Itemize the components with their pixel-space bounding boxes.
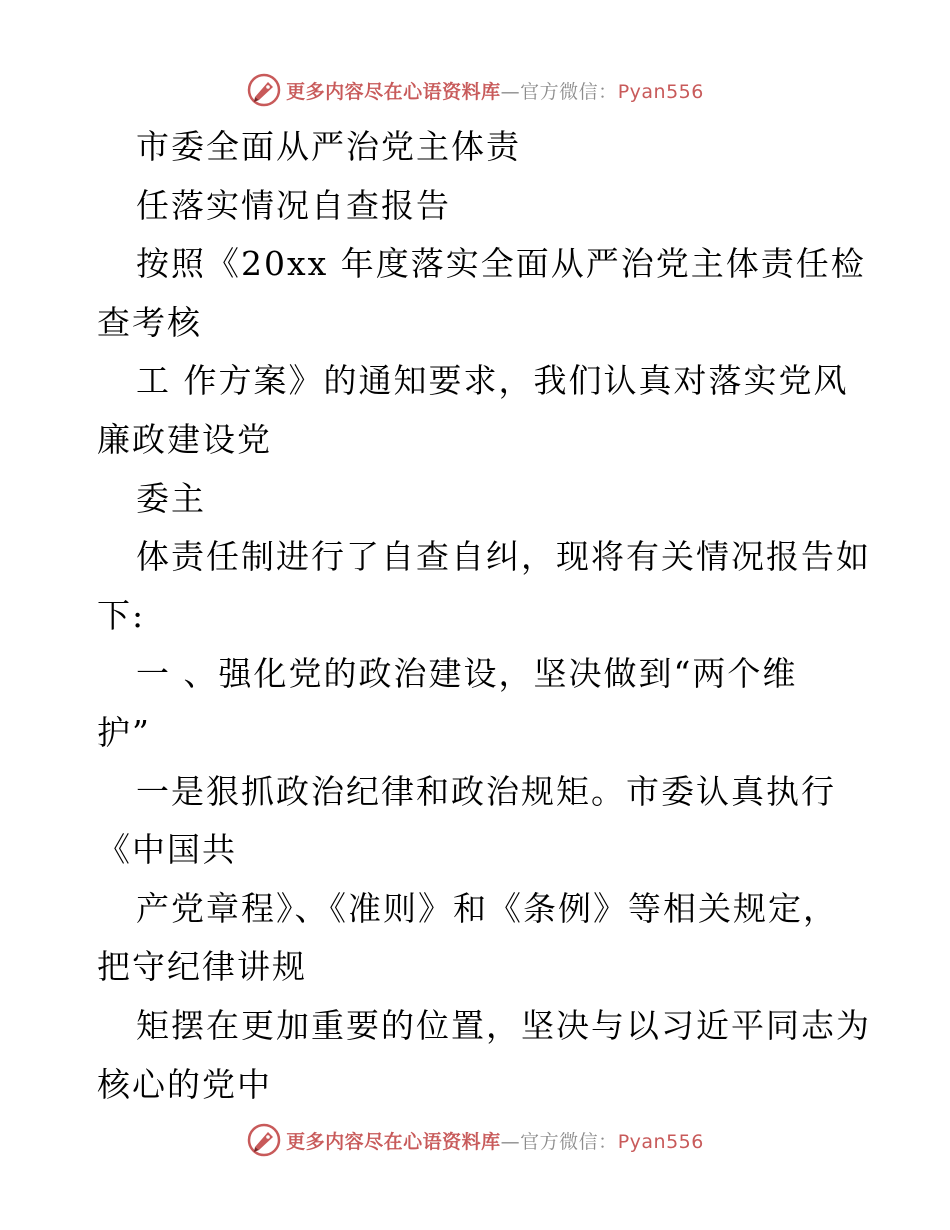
text-line: 委主 <box>136 478 206 518</box>
text-line: 矩摆在更加重要的位置，坚决与以习近平同志为 <box>136 1005 871 1045</box>
banner-main-text: 更多内容尽在心语资料库 <box>286 80 501 103</box>
banner-wechat-label: 官方微信： <box>520 80 618 103</box>
banner-text <box>286 77 704 104</box>
banner-wechat-label: 官方微信： <box>520 1130 618 1153</box>
banner-dash: — <box>500 80 521 103</box>
text-line: 下: <box>97 595 146 635</box>
text-line: 任落实情况自查报告 <box>136 185 451 225</box>
banner-main-text: 更多内容尽在心语资料库 <box>286 1130 501 1153</box>
banner-wechat-id: Pyan556 <box>617 80 704 103</box>
banner-text <box>286 1127 704 1154</box>
header-banner <box>0 68 950 112</box>
text-line: 廉政建设党 <box>97 419 272 459</box>
text-line: 一是狠抓政治纪律和政治规矩。市委认真执行 <box>136 771 836 811</box>
text-line: 工 作方案》的通知要求，我们认真对落实党风 <box>136 361 849 401</box>
pen-nib-logo-icon <box>246 1122 282 1158</box>
text-line: 护” <box>97 712 151 752</box>
banner-wechat-id: Pyan556 <box>617 1130 704 1153</box>
text-line: 《中国共 <box>97 830 237 870</box>
footer-banner <box>0 1118 950 1162</box>
text-line: 按照《20xx 年度落实全面从严治党主体责任检 <box>136 244 866 284</box>
text-line: 查考核 <box>97 302 202 342</box>
document-body <box>97 118 871 1114</box>
text-line: 一 、强化党的政治建设，坚决做到“两个维 <box>136 654 798 694</box>
text-line: 体责任制进行了自查自纠，现将有关情况报告如 <box>136 537 871 577</box>
banner-dash: — <box>500 1130 521 1153</box>
text-line: 市委全面从严治党主体责 <box>136 127 521 166</box>
pen-nib-logo-icon <box>246 72 282 108</box>
text-line: 产党章程》、《准则》和《条例》等相关规定， <box>136 888 838 928</box>
text-line: 把守纪律讲规 <box>97 947 307 987</box>
text-line: 核心的党中 <box>97 1064 272 1104</box>
